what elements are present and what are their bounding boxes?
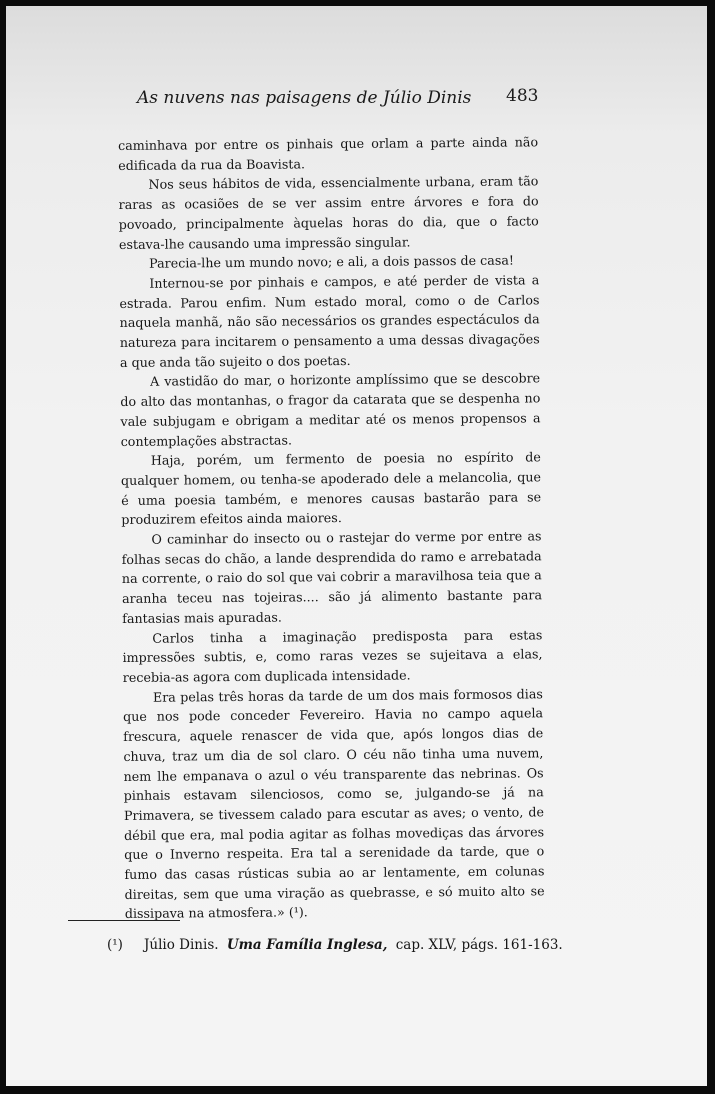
footnote-book-title: Uma Família Inglesa, — [226, 937, 388, 953]
paragraph: O caminhar do insecto ou o rastejar do verme por entre as folhas secas do chão, a lande desprendida do ramo e arrebatada na corrente, o raio do sol que vai cobrir a maravilhosa teia que a aranha teceu nas tojeiras.... são já alimento bastante para fantasias mais apuradas. — [121, 528, 543, 626]
paragraph-text: Era pelas três horas da tarde de um dos mais formosos dias que nos pode conceder Fevereiro. Havia no campo aquela frescura, aquele renascer de vida que, após longos dias de chuva, traz um dia de sol claro. O céu não tinha uma nuvem, nem lhe empanava o azul o véu transparente das nebrinas. Os pinhais estavam silenciosos, como se, julgando-se já na Primavera, se tivessem calado para escutar as aves; o vento, de débil que era, mal podia agitar as folhas movediças das árvores que o Inverno respeita. Era tal a serenidade da tarde, que o fumo das casas rústicas subia ao ar lentamente, em colunas direitas, sem que uma viração as quebrasse, e só muito alto se dissipava na atmosfera.» — [123, 686, 545, 922]
footnote-reference: (¹). — [288, 904, 308, 920]
paragraph-continuation: caminhava por entre os pinhais que orlam a parte ainda não edificada da rua da Boavista. — [118, 134, 539, 173]
paragraph: Carlos tinha a imaginação predisposta para estas impressões subtis, e, como raras vezes se sujeitava a elas, recebia-as agora com duplicada intensidade. — [122, 626, 543, 685]
paragraph: Internou-se por pinhais e campos, e até perder de vista a estrada. Parou enfim. Num estado moral, como o de Carlos naquela manhã, não são necessários os grandes espectáculos da natureza para incitarem o pensamento a uma dessas divagações a que anda tão sujeito o dos poetas. — [119, 272, 540, 370]
page-number: 483 — [506, 86, 539, 106]
footnote-rule — [68, 920, 180, 921]
footnote-reference-pages: cap. XLV, págs. 161-163. — [395, 937, 563, 953]
footnote-author: Júlio Dinis. — [144, 937, 219, 953]
running-title: As nuvens nas paisagens de Júlio Dinis — [137, 88, 472, 108]
paragraph: Nos seus hábitos de vida, essencialmente urbana, eram tão raras as ocasiões de se ver assim entre árvores e fora do povoado, principalmente àquelas horas do dia, que o facto estava-lhe causando uma impressão singular. — [118, 173, 539, 252]
footnote — [107, 937, 588, 953]
book-page — [6, 6, 707, 1086]
page-header — [6, 88, 707, 116]
paragraph: A vastidão do mar, o horizonte amplíssimo que se descobre do alto das montanhas, o fragor da catarata que se despenha no vale subjugam e obrigam a meditar até os menos propensos a contemplações abstractas. — [120, 370, 541, 449]
paragraph: Haja, porém, um fermento de poesia no espírito de qualquer homem, ou tenha-se apoderado dele a melancolia, que é uma poesia também, e menores causas bastarão para se produzirem efeitos ainda maiores. — [120, 449, 542, 528]
footnote-marker: (¹) — [107, 937, 123, 953]
paragraph-quote-end — [123, 684, 545, 924]
paragraph: Parecia-lhe um mundo novo; e ali, a dois passos de casa! — [149, 252, 515, 271]
body-text — [118, 132, 545, 924]
